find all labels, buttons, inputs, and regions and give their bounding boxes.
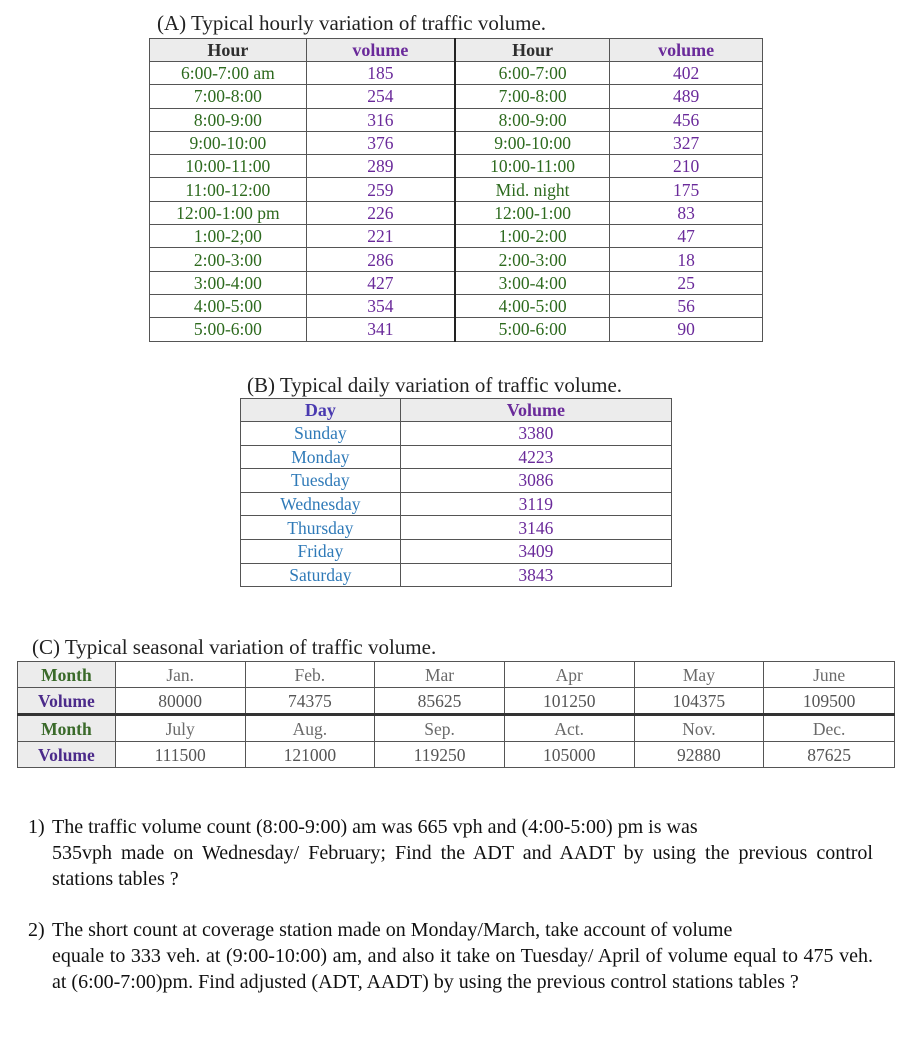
volume-cell: 56 [610,294,763,317]
hour-cell: 9:00-10:00 [455,131,610,154]
question-2 [28,917,873,995]
month-cell: Feb. [245,662,375,688]
volume-cell: 286 [306,248,455,271]
question-text-line1: The traffic volume count (8:00-9:00) am was 665 vph and (4:00-5:00) pm is was [52,816,698,838]
hour-cell: 8:00-9:00 [150,108,307,131]
volume-cell: 226 [306,201,455,224]
volume-label: Volume [18,742,116,768]
table-row [241,539,672,563]
hourly-variation-table [149,38,763,342]
table-row [150,178,763,201]
volume-cell: 104375 [634,688,764,715]
hour-cell: 2:00-3:00 [150,248,307,271]
table-row [150,225,763,248]
volume-cell: 101250 [504,688,634,715]
volume-cell: 327 [610,131,763,154]
hour-cell: 5:00-6:00 [455,318,610,341]
volume-cell: 105000 [504,742,634,768]
volume-cell: 25 [610,271,763,294]
month-cell: July [115,715,245,742]
day-cell: Wednesday [241,492,401,516]
table-row [150,85,763,108]
table-a-caption: (A) Typical hourly variation of traffic volume. [157,11,547,35]
header-volume-1: volume [306,39,455,62]
hour-cell: 8:00-9:00 [455,108,610,131]
question-text-rest: 535vph made on Wednesday/ February; Find the ADT and AADT by using the previous control stations tables ? [52,842,873,890]
hour-cell: 10:00-11:00 [150,155,307,178]
month-cell: Jan. [115,662,245,688]
table-row [150,131,763,154]
volume-cell: 3119 [400,492,671,516]
hour-cell: 7:00-8:00 [150,85,307,108]
question-text-rest: equale to 333 veh. at (9:00-10:00) am, and also it take on Tuesday/ April of volume equal to 475 veh. at (6:00-7:00)pm. Find adjusted (ADT, AADT) by using the previous control stations tables ? [52,945,873,993]
question-number: 2) [28,919,45,941]
table-row [150,271,763,294]
month-cell: Dec. [764,715,895,742]
hour-cell: 12:00-1:00 pm [150,201,307,224]
question-text-line1: The short count at coverage station made on Monday/March, take account of volume [52,919,733,941]
day-cell: Monday [241,445,401,469]
volume-cell: 92880 [634,742,764,768]
volume-cell: 175 [610,178,763,201]
volume-cell: 289 [306,155,455,178]
table-row [241,469,672,493]
hour-cell: 3:00-4:00 [455,271,610,294]
hour-cell: 12:00-1:00 [455,201,610,224]
volume-label: Volume [18,688,116,715]
day-cell: Friday [241,539,401,563]
hour-cell: 6:00-7:00 [455,62,610,85]
volume-cell: 456 [610,108,763,131]
volume-cell: 376 [306,131,455,154]
hour-cell: 3:00-4:00 [150,271,307,294]
month-cell: June [764,662,895,688]
question-1 [28,814,873,892]
volume-cell: 111500 [115,742,245,768]
day-cell: Thursday [241,516,401,540]
header-hour-2: Hour [455,39,610,62]
volume-cell: 221 [306,225,455,248]
day-cell: Sunday [241,422,401,446]
volume-cell: 3380 [400,422,671,446]
header-hour-1: Hour [150,39,307,62]
hour-cell: 1:00-2;00 [150,225,307,248]
month-cell: Act. [504,715,634,742]
month-row-2 [18,715,895,742]
header-volume-2: volume [610,39,763,62]
table-row [241,445,672,469]
table-row [150,155,763,178]
hour-cell: 9:00-10:00 [150,131,307,154]
volume-cell: 90 [610,318,763,341]
volume-cell: 80000 [115,688,245,715]
daily-variation-table [240,398,672,587]
month-cell: Nov. [634,715,764,742]
volume-cell: 3146 [400,516,671,540]
volume-row-2 [18,742,895,768]
seasonal-variation-table [17,661,895,768]
volume-cell: 87625 [764,742,895,768]
table-row [150,318,763,341]
hour-cell: 2:00-3:00 [455,248,610,271]
hour-cell: 5:00-6:00 [150,318,307,341]
month-cell: May [634,662,764,688]
hour-cell: 7:00-8:00 [455,85,610,108]
volume-cell: 4223 [400,445,671,469]
table-row [150,248,763,271]
table-b-caption: (B) Typical daily variation of traffic volume. [247,373,623,397]
table-row [241,492,672,516]
volume-cell: 254 [306,85,455,108]
header-day: Day [241,399,401,422]
volume-cell: 83 [610,201,763,224]
volume-cell: 74375 [245,688,375,715]
table-c-caption: (C) Typical seasonal variation of traffic volume. [32,635,437,659]
table-row [150,108,763,131]
hour-cell: Mid. night [455,178,610,201]
hour-cell: 6:00-7:00 am [150,62,307,85]
hour-cell: 11:00-12:00 [150,178,307,201]
volume-cell: 489 [610,85,763,108]
month-row-1 [18,662,895,688]
volume-cell: 109500 [764,688,895,715]
day-cell: Tuesday [241,469,401,493]
volume-cell: 3409 [400,539,671,563]
month-cell: Aug. [245,715,375,742]
volume-cell: 121000 [245,742,375,768]
month-cell: Sep. [375,715,505,742]
table-row [150,62,763,85]
header-volume: Volume [400,399,671,422]
volume-cell: 85625 [375,688,505,715]
volume-cell: 18 [610,248,763,271]
volume-row-1 [18,688,895,715]
volume-cell: 341 [306,318,455,341]
month-label: Month [18,715,116,742]
day-cell: Saturday [241,563,401,587]
volume-cell: 3086 [400,469,671,493]
table-row [241,516,672,540]
table-row [150,201,763,224]
hour-cell: 4:00-5:00 [150,294,307,317]
volume-cell: 316 [306,108,455,131]
table-row [150,294,763,317]
table-row [241,422,672,446]
volume-cell: 210 [610,155,763,178]
hour-cell: 4:00-5:00 [455,294,610,317]
month-label: Month [18,662,116,688]
volume-cell: 402 [610,62,763,85]
table-row [241,563,672,587]
month-cell: Mar [375,662,505,688]
hour-cell: 10:00-11:00 [455,155,610,178]
volume-cell: 185 [306,62,455,85]
volume-cell: 259 [306,178,455,201]
question-number: 1) [28,816,45,838]
hour-cell: 1:00-2:00 [455,225,610,248]
volume-cell: 354 [306,294,455,317]
volume-cell: 119250 [375,742,505,768]
volume-cell: 427 [306,271,455,294]
volume-cell: 3843 [400,563,671,587]
volume-cell: 47 [610,225,763,248]
month-cell: Apr [504,662,634,688]
